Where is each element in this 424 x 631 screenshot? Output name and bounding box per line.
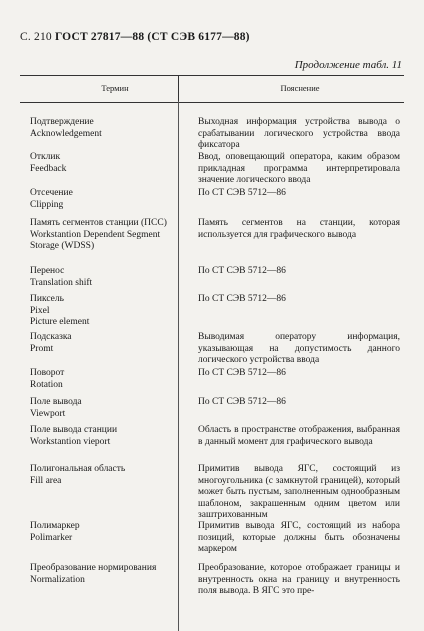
column-header-term: Термин [101, 83, 129, 93]
term-ru: Перенос [30, 266, 65, 276]
document-title: ГОСТ 27817—88 (СТ СЭВ 6177—88) [54, 31, 250, 43]
definition-cell: Преобразование, которое отображает границы и внутренность окна на границу и внутренность поля вывода. В ЯГС это пре- [198, 563, 400, 596]
term-cell [30, 425, 170, 448]
definition-cell: По СТ СЭВ 5712—86 [198, 188, 286, 198]
term-ru: Полимаркер [30, 521, 80, 531]
definition-cell: Область в пространстве отображения, выбранная в данный момент для графического вывода [198, 425, 400, 447]
term-cell [30, 188, 170, 211]
term-en: Workstantion Dependent Segment Storage (WDSS) [30, 229, 161, 251]
term-ru: Память сегментов станции (ПСС) [30, 218, 167, 228]
definition-cell: По СТ СЭВ 5712—86 [198, 397, 286, 407]
term-ru: Отклик [30, 152, 61, 162]
term-ru: Поле вывода станции [30, 425, 118, 435]
term-ru: Преобразование нормирования [30, 563, 157, 573]
term-cell [30, 218, 178, 253]
term-en: Workstantion vieport [30, 436, 111, 447]
term-en: Polimarker [30, 532, 73, 543]
definition-cell: Выводимая оператору информация, указывающая на допустимость данного логического устройства ввода [198, 332, 400, 365]
term-cell [30, 294, 170, 329]
term-en: Acknowledgement [30, 128, 102, 139]
definition-cell: Выходная информация устройства вывода о срабатывании логического устройства ввода фиксатора [198, 117, 400, 150]
term-en: Feedback [30, 163, 67, 174]
table-continuation-label: Продолжение табл. 11 [294, 59, 402, 71]
term-cell [30, 563, 178, 586]
definition-cell: По СТ СЭВ 5712—86 [198, 368, 286, 378]
term-en: Normalization [30, 574, 85, 585]
term-ru: Подсказка [30, 332, 72, 342]
definition-cell: По СТ СЭВ 5712—86 [198, 266, 286, 276]
definition-cell: Ввод, оповещающий оператора, каким образом прикладная программа интерпретировала значение логического ввода [198, 152, 400, 185]
term-ru: Полигональная область [30, 464, 126, 474]
term-en: Pixel [30, 305, 50, 316]
term-cell [30, 464, 170, 487]
column-header-definition: Пояснение [280, 83, 320, 93]
term-cell [30, 117, 170, 140]
definition-cell: Память сегментов на станции, которая используется для графического вывода [198, 218, 400, 240]
definition-cell: По СТ СЭВ 5712—86 [198, 294, 286, 304]
term-en: Clipping [30, 199, 64, 210]
page-number: С. 210 [20, 31, 52, 43]
term-en: Promt [30, 343, 54, 354]
term-en: Fill area [30, 475, 62, 486]
definition-cell: Примитив вывода ЯГС, состоящий из набора позиций, которые должны быть обозначены маркером [198, 521, 400, 554]
term-ru: Поле вывода [30, 397, 82, 407]
term-ru: Отсечение [30, 188, 73, 198]
term-cell [30, 152, 170, 175]
term-ru: Поворот [30, 368, 65, 378]
term-cell [30, 521, 170, 544]
term-cell [30, 397, 170, 420]
term-en: Viewport [30, 408, 66, 419]
term-cell [30, 332, 170, 355]
term-ru: Подтверждение [30, 117, 94, 127]
term-ru: Пиксель [30, 294, 64, 304]
term-en: Rotation [30, 379, 63, 390]
definition-cell: Примитив вывода ЯГС, состоящий из многоугольника (с замкнутой границей), который может быть пустым, заполненным однообразным шаблоном, закрашенным одним цветом или заштрихованным [198, 464, 400, 520]
term-cell [30, 266, 170, 289]
term-en-alt: Picture element [30, 317, 90, 327]
term-en: Translation shift [30, 277, 93, 288]
term-cell [30, 368, 170, 391]
